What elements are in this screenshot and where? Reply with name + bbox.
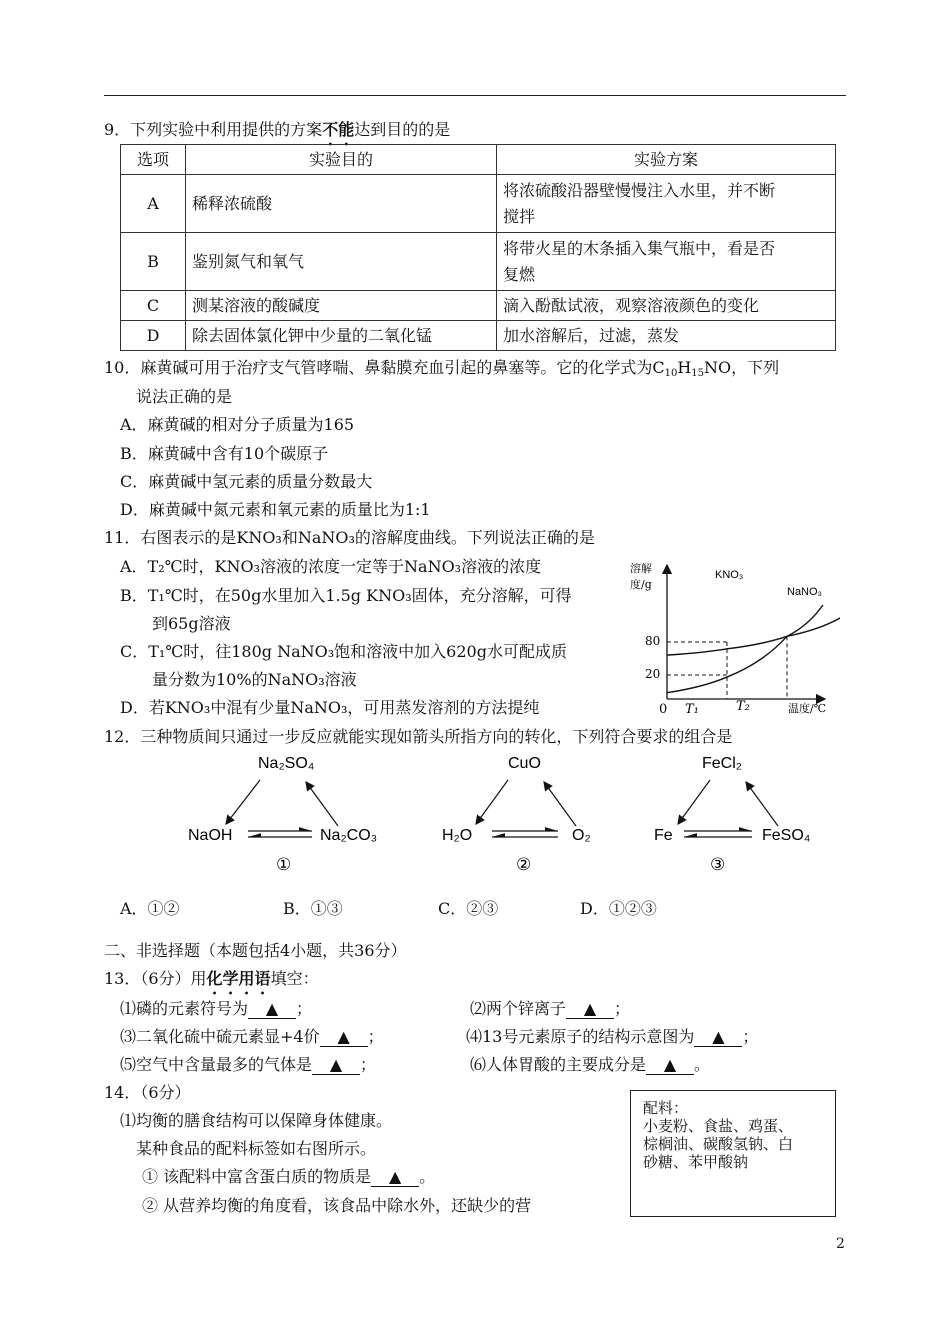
q14-stem: 14．（6分） (104, 1083, 191, 1102)
q11-option-c-cont: 量分数为10%的NaNO₃溶液 (152, 670, 357, 689)
row-d-aim: 除去固体氯化钾中少量的二氧化锰 (186, 321, 497, 351)
ingredients-line-3: 砂糖、苯甲酸钠 (643, 1153, 749, 1171)
g1-num: ① (276, 855, 292, 874)
y-tick-80: 80 (645, 634, 661, 648)
g2-left: H₂O (442, 827, 473, 844)
g2-num: ② (516, 855, 532, 874)
q12-option-a: A．①② (120, 899, 180, 918)
page-number: 2 (836, 1236, 845, 1252)
row-a-option: A (121, 175, 186, 233)
g2-top: CuO (508, 755, 541, 772)
header-plan: 实验方案 (497, 145, 836, 175)
header-option: 选项 (121, 145, 186, 175)
q11-option-b: B．T₁℃时，在50g水里加入1.5g KNO₃固体，充分溶解，可得 (120, 586, 572, 605)
curve-nano3 (667, 618, 840, 656)
row-d-option: D (121, 321, 186, 351)
q10-stem-2: 说法正确的是 (136, 387, 233, 406)
g3-left: Fe (654, 827, 673, 844)
q11-option-d: D．若KNO₃中混有少量NaNO₃，可用蒸发溶剂的方法提纯 (120, 698, 540, 717)
q13-stem: 13．（6分）用化学用语填空： (104, 969, 319, 988)
q13-item-3: ⑶二氧化硫中硫元素显+4价 ▲ ； (120, 1027, 384, 1046)
q13-item-6: ⑹人体胃酸的主要成分是 ▲ 。 (470, 1055, 711, 1074)
row-c-plan: 滴入酚酞试液，观察溶液颜色的变化 (497, 291, 836, 321)
g1-right: Na₂CO₃ (320, 827, 378, 844)
section-2-heading: 二、非选择题（本题包括4小题，共36分） (104, 941, 407, 960)
row-c-option: C (121, 291, 186, 321)
q13-item-4: ⑷13号元素原子的结构示意图为 ▲ ； (466, 1027, 759, 1046)
q14-line-4: ② 从营养均衡的角度看，该食品中除水外，还缺少的营 (142, 1196, 532, 1215)
q12-diagrams (180, 748, 820, 878)
q12-option-b: B．①③ (283, 899, 343, 918)
q9-stem: 9．下列实验中利用提供的方案不能达到目的的是 (104, 120, 451, 139)
legend-nano3: NaNO₃ (787, 586, 823, 598)
q13-item-2: ⑵两个锌离子 ▲ ； (470, 999, 631, 1018)
q11-stem: 11．右图表示的是KNO₃和NaNO₃的溶解度曲线。下列说法正确的是 (104, 528, 595, 547)
q9-table (120, 144, 836, 351)
y-axis-label-1: 溶解 (630, 562, 652, 575)
row-b-aim: 鉴别氮气和氧气 (186, 233, 497, 291)
y-tick-20: 20 (645, 667, 661, 681)
row-a-plan: 将浓硫酸沿器壁慢慢注入水里，并不断 搅拌 (497, 175, 836, 233)
top-rule (104, 95, 846, 96)
g1-left: NaOH (188, 827, 233, 844)
q13-item-5: ⑸空气中含量最多的气体是 ▲ ； (120, 1055, 377, 1074)
g3-num: ③ (710, 855, 726, 874)
solubility-chart (625, 555, 840, 720)
q11-option-b-cont: 到65g溶液 (152, 614, 231, 633)
ingredients-title: 配料： (643, 1099, 689, 1117)
q14-line-1: ⑴均衡的膳食结构可以保障身体健康。 (120, 1111, 393, 1130)
ingredients-line-1: 小麦粉、食盐、鸡蛋、 (643, 1117, 794, 1135)
q11-option-c: C．T₁℃时，往180g NaNO₃饱和溶液中加入620g水可配成质 (120, 642, 567, 661)
ingredients-label-box (630, 1090, 836, 1217)
q10-option-c: C．麻黄碱中氢元素的质量分数最大 (120, 472, 373, 491)
q10-option-b: B．麻黄碱中含有10个碳原子 (120, 444, 329, 463)
diagram-2 (442, 755, 591, 874)
g3-right: FeSO₄ (762, 827, 811, 844)
diagram-3 (654, 755, 810, 874)
q12-option-c: C．②③ (438, 899, 499, 918)
origin-label: 0 (659, 702, 668, 717)
y-axis-label-2: 度/g (630, 578, 652, 591)
legend-kno3: KNO₃ (715, 569, 744, 581)
q10-option-a: A．麻黄碱的相对分子质量为165 (120, 415, 355, 434)
diagram-1 (188, 755, 377, 874)
q12-option-d: D．①②③ (580, 899, 657, 918)
row-b-option: B (121, 233, 186, 291)
header-aim: 实验目的 (186, 145, 497, 175)
q11-option-a: A．T₂℃时，KNO₃溶液的浓度一定等于NaNO₃溶液的浓度 (120, 557, 542, 576)
curve-kno3 (667, 605, 823, 693)
g2-right: O₂ (572, 827, 591, 844)
q13-item-1: ⑴磷的元素符号为 ▲ ； (120, 999, 313, 1018)
row-d-plan: 加水溶解后，过滤，蒸发 (497, 321, 836, 351)
row-a-aim: 稀释浓硫酸 (186, 175, 497, 233)
ingredients-line-2: 棕榈油、碳酸氢钠、白 (643, 1135, 794, 1153)
x-axis-label: 温度/℃ (788, 702, 827, 715)
row-c-aim: 测某溶液的酸碱度 (186, 291, 497, 321)
q10-stem: 10．麻黄碱可用于治疗支气管哮喘、鼻黏膜充血引起的鼻塞等。它的化学式为$C_{10}H_{15}NO$，下列 (104, 358, 780, 379)
q14-line-3: ① 该配料中富含蛋白质的物质是 ▲ 。 (142, 1167, 436, 1186)
row-b-plan: 将带火星的木条插入集气瓶中，看是否 复燃 (497, 233, 836, 291)
x-tick-t1: T₁ (685, 702, 699, 717)
q14-line-2: 某种食品的配料标签如右图所示。 (136, 1139, 377, 1158)
q10-option-d: D．麻黄碱中氮元素和氧元素的质量比为1:1 (120, 500, 431, 519)
q12-stem: 12．三种物质间只通过一步反应就能实现如箭头所指方向的转化，下列符合要求的组合是 (104, 727, 733, 746)
g1-top: Na₂SO₄ (258, 755, 315, 772)
x-tick-t2: T₂ (736, 699, 750, 714)
g3-top: FeCl₂ (702, 755, 742, 772)
